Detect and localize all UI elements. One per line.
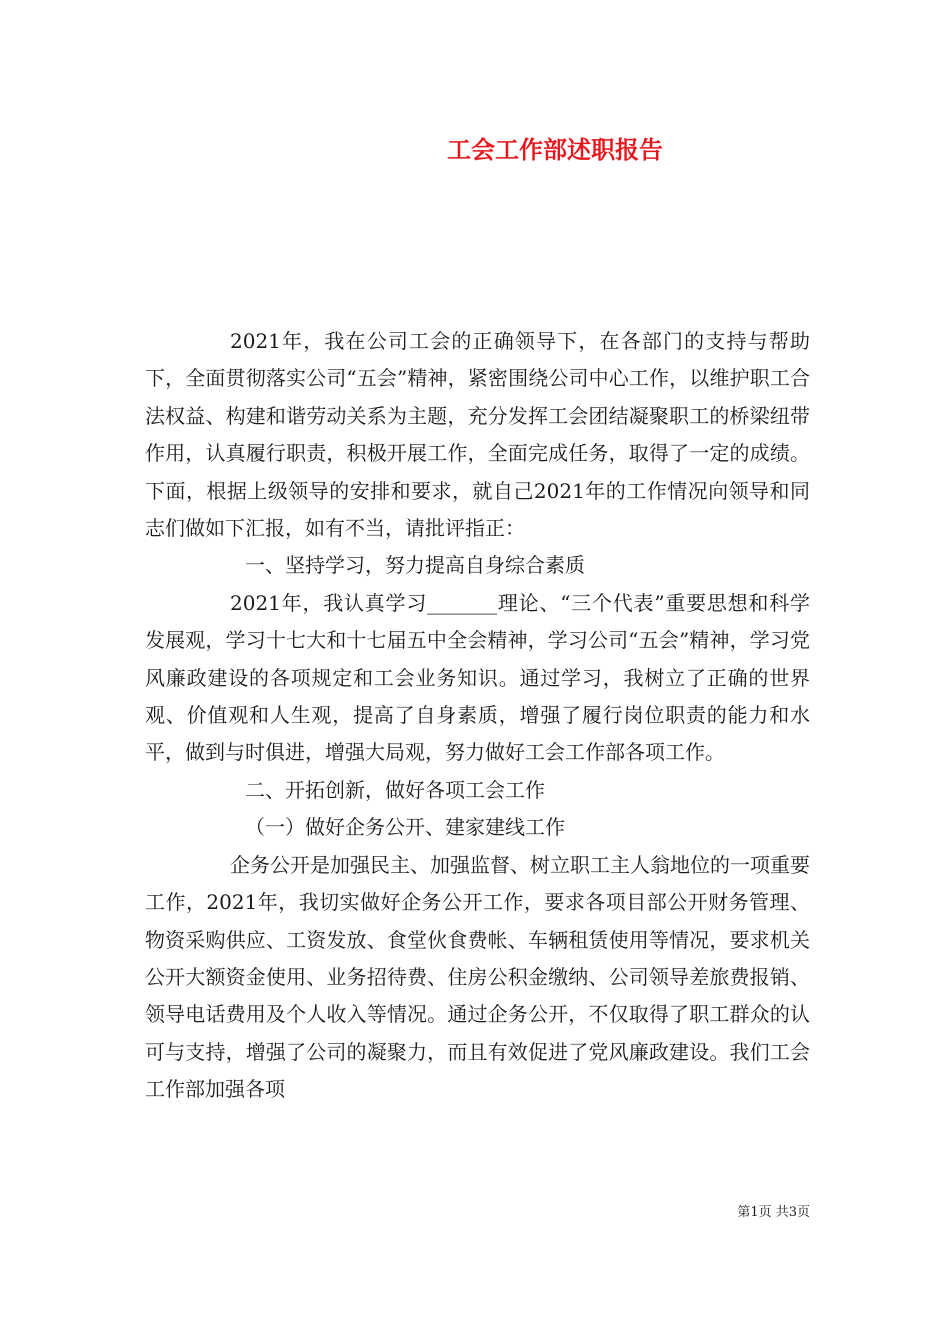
paragraph-study: 2021年，我认真学习_______理论、“三个代表”重要思想和科学发展观，学习十七大和十七届五中全会精神，学习公司“五会”精神，学习党风廉政建设的各项规定和工会业务知识。通过学习，我树立了正确的世界观、价值观和人生观，提高了自身素质，增强了履行岗位职责的能力和水平，做到与时俱进，增强大局观，努力做好工会工作部各项工作。: [145, 590, 810, 765]
subsection-heading-1: （一）做好企务公开、建家建线工作: [245, 815, 565, 840]
paragraph-disclosure: 企务公开是加强民主、加强监督、树立职工主人翁地位的一项重要工作，2021年，我切实做好企务公开工作，要求各项目部公开财务管理、物资采购供应、工资发放、食堂伙食费帐、车辆租赁使用等情况，要求机关公开大额资金使用、业务招待费、住房公积金缴纳、公司领导差旅费报销、领导电话费用及个人收入等情况。通过企务公开，不仅取得了职工群众的认可与支持，增强了公司的凝聚力，而且有效促进了党风廉政建设。我们工会工作部加强各项: [145, 852, 810, 1102]
section-heading-2: 二、开拓创新，做好各项工会工作: [245, 777, 545, 802]
paragraph-intro: 2021年，我在公司工会的正确领导下，在各部门的支持与帮助下，全面贯彻落实公司“五会”精神，紧密围绕公司中心工作，以维护职工合法权益、构建和谐劳动关系为主题，充分发挥工会团结凝聚职工的桥梁纽带作用，认真履行职责，积极开展工作，全面完成任务，取得了一定的成绩。下面，根据上级领导的安排和要求，就自己2021年的工作情况向领导和同志们做如下汇报，如有不当，请批评指正：: [145, 329, 810, 541]
document-title: 工会工作部述职报告: [447, 135, 663, 164]
document-body: [145, 323, 810, 1109]
section-heading-1: 一、坚持学习，努力提高自身综合素质: [245, 553, 585, 578]
page-number-footer: 第1页 共3页: [737, 1205, 810, 1220]
